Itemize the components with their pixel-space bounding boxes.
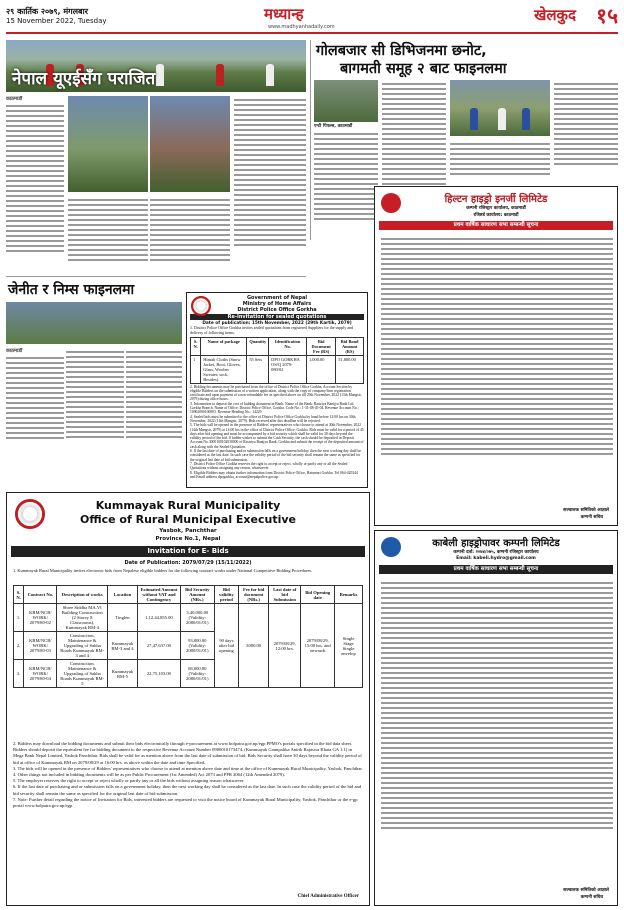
golbazar-story-col-1 (314, 130, 378, 240)
notice-heading: Re-Invitation for sealed quotations (190, 314, 364, 320)
notice-point: 6. If the last date of purchasing and/or submission falls on a government holiday, then the next working day shall be considered as the last date. In such case the validity period of the bid security shall remain the same as specified for the original last date of bid submission. (190, 449, 361, 462)
golbazar-story-col-4 (554, 80, 618, 182)
nepal-story-col-4 (234, 96, 306, 272)
kummayak-office-title: Office of Rural Municipal Executive (80, 513, 296, 526)
table-cell: Kummayak RM-3 and 4 (107, 632, 137, 660)
table-cell: KRM/NCB/ WORK/ 2079/80-04 (24, 660, 57, 688)
table-header: S. N. (14, 586, 24, 604)
hilton-hydro-notice (374, 186, 618, 526)
player-figure (266, 64, 274, 86)
table-cell: 93,000.00 (Validity: 2080/01/01) (180, 632, 214, 660)
golbazar-team-photo (314, 80, 378, 122)
notice-point: 7. Note: Further detail regarding the notice of Invitation for Bids, interested bidders are requested to visit the notice board of Kummayak Rural Municipality, Yasbok, Panchthar or the e-gp portal www.bolpatra.gov.np/egp. (13, 796, 358, 809)
table-header-row (191, 337, 364, 355)
newspaper-url[interactable]: www.madhyanhadaily.com (268, 24, 335, 30)
nepal-headline: नेपाल यूएईसँग पराजित (12, 69, 156, 89)
notice-point: 6. If the last date of purchasing and or submission falls on a government holiday, then the next working day shall be considered as the last date. In such case the validity period of the bid and bid security shall remain the same as specified for the original last date of bid submission. (13, 784, 362, 796)
table-header: Bid Security Amount (NRs.) (180, 586, 214, 604)
table-cell: 3000.00 (239, 604, 269, 688)
table-cell: 1,000.00 (307, 355, 336, 383)
hilton-sub-1: कम्पनी रजिस्ट्रार कार्यालय, काठमाडौं (466, 206, 526, 211)
section-title: खेलकुद (534, 6, 576, 24)
notice-date: Date of publication: 15th November, 2022 (29th Kartik, 2079) (202, 321, 352, 326)
notice-point: 3. Information to deposit the cost of bidding document in Bank: Name of the Bank: Rastriya Banijya Bank Ltd. Gorkha Branch. Name of Office: District Police Office, Gorkha. Code No.: 1-31-48-45-04. Revenue Account No.: 10002000100003. Revenue Heading No.: 14229 (190, 401, 359, 415)
nepal-player-photo-2 (150, 96, 230, 192)
kummayak-signature: Chief Administrative Officer (297, 894, 359, 899)
kabeli-footer-2: कम्पनी सचिव (580, 895, 603, 900)
janit-team-photo (6, 302, 182, 344)
table-header: Bid Document Fee (RS) (307, 337, 336, 355)
table-header: Quantity (247, 337, 269, 355)
table-header: Estimated Amount without VAT and Contingency (137, 586, 180, 604)
table-cell: KRM/NCB/ WORK/ 2079/80-03 (24, 632, 57, 660)
table-cell: 55 Sets (247, 355, 269, 383)
notice-point: 7. District Police Office Gorkha reserves the right to accept or reject, wholly or partly any or all the Sealed Quotations without assigning any reason, whatsoever. (190, 461, 348, 471)
page-number: १५ (596, 4, 618, 28)
table-header: Bid Opening date (301, 586, 335, 604)
golbazar-story-col-3 (450, 140, 550, 182)
table-header: Bid validity period (214, 586, 239, 604)
nepal-emblem-icon (191, 296, 211, 316)
nepal-story-col-2 (68, 196, 148, 272)
kummayak-band: Invitation for E- Bids (11, 546, 365, 557)
section-rule (6, 276, 306, 277)
table-header: Identification No. (269, 337, 307, 355)
notice-office-line: District Police Office Gorkha (237, 307, 317, 313)
table-cell: DPO GORKHA OS/Q 2079-080/02 (269, 355, 307, 383)
player-figure (470, 108, 478, 130)
table-cell: 1,12,44,855.00 (137, 604, 180, 632)
notice-gov-line: Government of Nepal (246, 295, 308, 301)
table-cell: 90 days after bid opening (214, 604, 239, 688)
janit-story-col-2 (66, 348, 124, 458)
hilton-sub-2: रजिष्टर्ड कार्यालय: काठमाडौं (473, 213, 519, 218)
kabeli-band: प्रथम वार्षिक साधारण सभा सम्बन्धी सूचना (379, 565, 613, 574)
column-rule (310, 40, 311, 240)
quotation-table (190, 337, 364, 384)
table-cell: 1 (191, 355, 201, 383)
table-cell: 2079/08/29, 15:00 hrs. and onwards (301, 604, 335, 688)
notice-point: 8. Eligible Bidders may obtain further information from District Police Office, Hatuntari Gorkha. Tel 064-420244 and Email address dpogorkha_account@nepalpolice.gov.np. (190, 470, 358, 479)
notice-intro: 1. District Police Office Gorkha invites sealed quotations from registered Suppliers for the supply and delivery of following items: (190, 325, 354, 335)
kummayak-place: Yasbok, Panchthar (159, 528, 217, 534)
table-header: Name of package (201, 337, 247, 355)
hilton-band: प्रथम वार्षिक साधारण सभा सम्बन्धी सूचना (379, 221, 613, 230)
kummayak-points (13, 741, 363, 809)
hilton-footer: सञ्चालक समितिको आज्ञाले (563, 508, 609, 513)
notice-points (190, 385, 364, 480)
contracts-table (13, 585, 363, 688)
notice-point: 5. The bids will be opened in the presence of Bidders' representatives who choose to attend at 30th November, 2022 (14th Mangsir, 2079) at 14:00 hrs in the office of District Police Office, Gorkha. Bids must be valid for a period of 45 days after bid opening and must be accompanied by a bid security which shall be valid for 30 days beyond the validity period of the bid. If bidder wishes to submit the Cash Security, the cash should be deposited in Deposit Account No.3000100102030000 of Rastriya Banijya Bank, Gorkha and submit the receipt of the deposited amount of cash along with the Sealed Quotation. (190, 423, 364, 449)
janit-byline: काठमाडौं (6, 348, 23, 354)
nepal-story-col-3 (150, 196, 230, 272)
notice-point: 2. Bidding documents may be purchased from the office of District Police Office Gorkha, Account Section by eligible Bidders on the submission of a written application, along with the copy of company/firm registration certificate and upon payment of a non-refundable fee as specified above on till 29th November, 2022 (13th Mangsir, 2079) during office hours. (190, 384, 362, 402)
notice-ministry-line: Ministry of Home Affairs (242, 301, 312, 307)
table-header: Description of works (57, 586, 108, 604)
table-row (191, 355, 364, 383)
nepal-story-col-1 (6, 96, 64, 272)
table-cell: 68,000.00 (Validity: 2080/01/01) (180, 660, 214, 688)
notice-point: 5. The employer reserves the right to accept or reject wholly or partly any or all the bids without assigning reason whatsoever. (13, 778, 245, 784)
golbazar-headline-2: बागमती समूह २ बाट फाइनलमा (340, 61, 507, 77)
masthead (6, 4, 618, 34)
kabeli-body (381, 579, 613, 879)
kabeli-sub-1: कम्पनी दर्ता: २०७४/०७५, कम्पनी रजिस्ट्रार कार्यालय (453, 550, 539, 555)
table-cell: Construction, Maintenance & Upgrading of Sakha Roads Kummayak RM-5 (57, 660, 108, 688)
notice-point: 2. Bidders may download the bidding documents and submit their bids electronically through e-procurement at www.bolpatra.gov.np/egp PPMO's portals specified in the bid data sheet. Bidders should deposit the equivalent fee for bidding document to the respective Revenue Account Number 0900010173474, (Kummayak Gaunpalika Antrik Rajaswa Khata GA 1.1) in Mega Bank Nepal Limited, Yasbok Panchthar. Bids shall be valid for as mention above from the last date of submission of bid. Bids Security shall have 30 days beyond the validity period of bid at office of Kummayak RM on 2079/08/29 at 16:00 hrs. as above within the date and time Specified. (13, 741, 362, 765)
masthead-date-nepali: २९ कार्तिक २०७९, मंगलबार (6, 7, 88, 16)
janit-headline: जेनीत र निम्स फाइनलमा (8, 282, 135, 298)
table-cell: 51,800.00 (336, 355, 364, 383)
kabeli-footer: सञ्चालक समितिको आज्ञाले (563, 888, 609, 893)
table-cell: 3. (14, 660, 24, 688)
player-figure (156, 64, 164, 86)
newspaper-logo: मध्यान्ह (264, 5, 304, 23)
player-figure (522, 108, 530, 130)
golbazar-photo-caption: एन्टी पिपल्स, काठमाडौं (314, 124, 353, 129)
gorkha-police-notice (186, 292, 368, 488)
table-cell: Kummayak RM-5 (107, 660, 137, 688)
kabeli-title: काबेली हाइड्रोपावर कम्पनी लिमिटेड (432, 538, 560, 549)
table-header: Contract No. (24, 586, 57, 604)
table-cell: KRM/NCB/ WORK/ 2079/80-02 (24, 604, 57, 632)
table-cell: 22,75,103.00 (137, 660, 180, 688)
kabeli-hydro-notice (374, 530, 618, 906)
table-header: Location (107, 586, 137, 604)
hilton-title: हिल्टन हाइड्रो इनर्जी लिमिटेड (444, 194, 548, 205)
table-cell: Construction, Maintenance & Upgrading of Sakha Roads Kummayak RM-3 and 4 (57, 632, 108, 660)
kummayak-date: Date of Publication: 2079/07/29 (15/11/2022) (124, 560, 252, 566)
table-cell: Single Stage Single envelop (335, 604, 363, 688)
masthead-date-english: 15 November 2022, Tuesday (6, 17, 107, 25)
table-cell: 27,47,637.00 (137, 632, 180, 660)
kummayak-ebid-notice (6, 492, 370, 906)
table-cell: 2. (14, 632, 24, 660)
kabeli-email[interactable]: Email: kabeli.hydro@gmail.com (456, 556, 536, 561)
golbazar-match-photo (450, 80, 550, 136)
nepal-player-photo (68, 96, 148, 192)
nepal-byline: काठमाडौं (6, 96, 23, 102)
table-header: Remarks (335, 586, 363, 604)
player-figure (498, 108, 506, 130)
table-cell: Shree Siddha MA.VI Building Construction (2 Storey 8 Classrooms), Kummayak RM-4 (57, 604, 108, 632)
kummayak-title: Kummayak Rural Municipality (95, 499, 281, 512)
janit-story-col-3 (126, 348, 182, 458)
table-header: Fee for bid document (NRs.) (239, 586, 269, 604)
notice-point: 3. The bids will be opened in the presence of Bidders' representatives who choose to attend at mention above date and time at the office of Kummayak Rural Municipality, Yasbok, Panchthar. (13, 765, 363, 771)
notice-point: 4. Other things not included in bidding documents will be as per Public Procurement (1st Amended) Act 2073 and PPR 2064 (12th Amended 2079). (13, 772, 285, 778)
table-cell: Himali Cloths (Snow Jacket, Boot, Gloves, Glass, Woolen Sweater, sock, Besides) (201, 355, 247, 383)
kummayak-intro: 1. Kummayak Rural Municipality invites electronic bids from Nepalese eligible bidders for the following contract works under National Competitive Bidding Procedures. (13, 568, 313, 573)
table-header: S. N. (191, 337, 201, 355)
table-row (14, 604, 363, 632)
table-header: Bid Bond Amount (RS) (336, 337, 364, 355)
hilton-body (381, 235, 613, 503)
table-cell: 3,40,000.00 (Validity: 2080/01/01) (180, 604, 214, 632)
player-figure (216, 64, 224, 86)
kummayak-province: Province No.1, Nepal (155, 536, 221, 542)
table-cell: 2079/08/29, 12:00 hrs. (269, 604, 301, 688)
hilton-footer-2: कम्पनी सचिव (580, 515, 603, 520)
notice-point: 4. Sealed bids must be submitted to the office of District Police Office Gorkha by hand before 12:00 hrs on 30th November, 2022 (14th Mangsir, 2079). Bids received after this deadline will be rejected. (190, 414, 356, 423)
table-header: Last date of bid Submission (269, 586, 301, 604)
table-cell: 1. (14, 604, 24, 632)
table-header-row (14, 586, 363, 604)
table-cell: Tinglen (107, 604, 137, 632)
janit-story-col-1 (6, 348, 64, 458)
golbazar-headline-1: गोलबजार सी डिभिजनमा छनोट, (316, 43, 487, 59)
